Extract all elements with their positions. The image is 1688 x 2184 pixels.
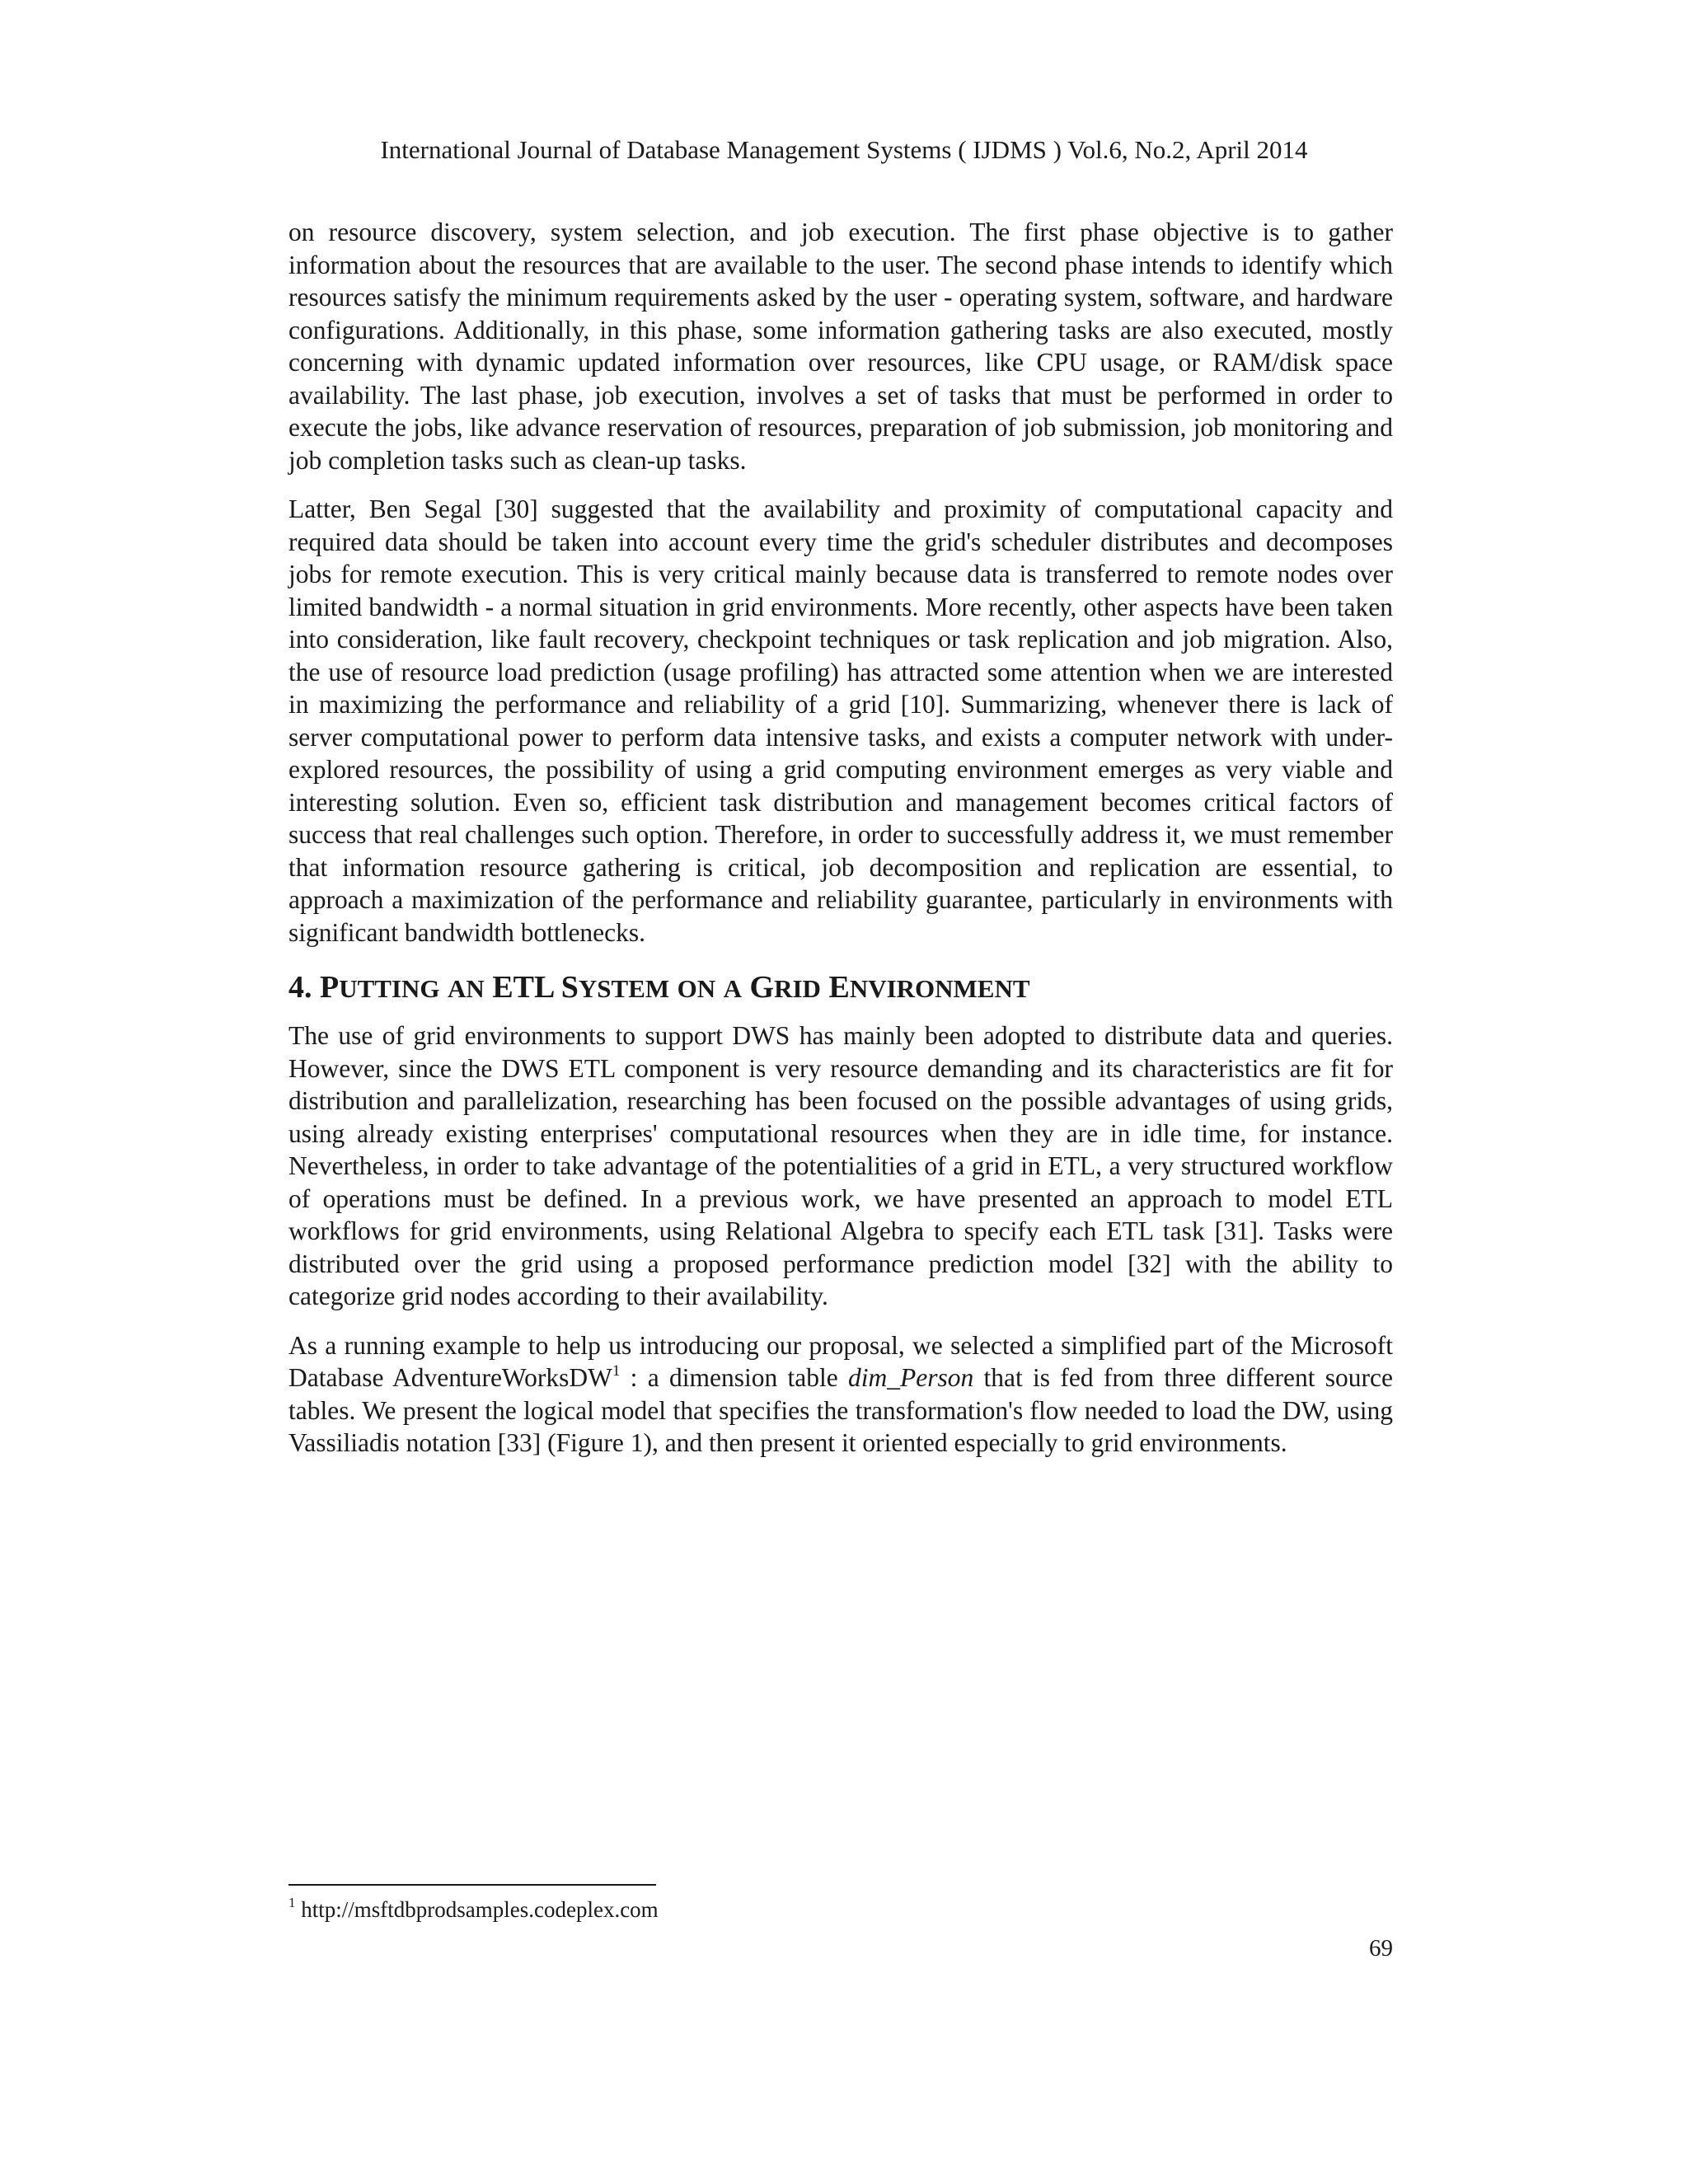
heading-word: ON <box>677 974 716 1003</box>
heading-word: AN <box>448 974 485 1003</box>
paragraph-resource-discovery: on resource discovery, system selection, and job execution. The first phase objective is to gather information about the resources that are available to the user. The second phase intends to identify which resources satisfy the minimum requirements asked by the user - operating system, software, and hardware configurations. Additionally, in this phase, some information gathering tasks are also executed, mostly concerning with dynamic updated information over resources, like CPU usage, or RAM/disk space availability. The last phase, job execution, involves a set of tasks that must be performed in order to execute the jobs, like advance reservation of resources, preparation of job submission, job monitoring and job completion tasks such as clean-up tasks. <box>288 218 1393 475</box>
paragraph-grid-etl: The use of grid environments to support DWS has mainly been adopted to distribute data and queries. However, since the DWS ETL component is very resource demanding and its characteristics are fit for distribution and parallelization, researching has been focused on the possible advantages of using grids, using already existing enterprises' computational resources when they are in idle time, for instance. Nevertheless, in order to take advantage of the potentialities of a grid in ETL, a very structured workflow of operations must be defined. In a previous work, we have presented an approach to model ETL workflows for grid environments, using Relational Algebra to specify each ETL task [31]. Tasks were distributed over the grid using a proposed performance prediction model [32] with the ability to categorize grid nodes according to their availability. <box>288 1021 1393 1310</box>
heading-word: A <box>723 974 743 1003</box>
paragraph-ben-segal: Latter, Ben Segal [30] suggested that the availability and proximity of computational capacity and required data should be taken into account every time the grid's scheduler distributes and decomposes jobs for remote execution. This is very critical mainly because data is transferred to remote nodes over limited bandwidth - a normal situation in grid environments. More recently, other aspects have been taken into consideration, like fault recovery, checkpoint techniques or task replication and job migration. Also, the use of resource load prediction (usage profiling) has attracted some attention when we are interested in maximizing the performance and reliability of a grid [10]. Summarizing, whenever there is lack of server computational power to perform data intensive tasks, and exists a computer network with under-explored resources, the possibility of using a grid computing environment emerges as very viable and interesting solution. Even so, efficient task distribution and management becomes critical factors of success that real challenges such option. Therefore, in order to successfully address it, we must remember that information resource gathering is critical, job decomposition and replication are essential, to approach a maximization of the performance and reliability guarantee, particularly in environments with significant bandwidth bottlenecks. <box>288 494 1393 947</box>
heading-word: SYSTEM <box>560 970 670 1005</box>
section-number: 4. <box>288 970 312 1005</box>
running-header: International Journal of Database Management Systems ( IJDMS ) Vol.6, No.2, April 2014 <box>380 135 1308 164</box>
footnote-link[interactable]: http://msftdbprodsamples.codeplex.com <box>301 1897 659 1922</box>
italic-term: dim_Person <box>848 1363 974 1392</box>
footnote-ref[interactable]: 1 <box>612 1362 621 1380</box>
footnote <box>288 1896 659 1924</box>
heading-word: ETL <box>492 970 554 1005</box>
page-number: 69 <box>1369 1935 1393 1961</box>
section-heading <box>288 968 1393 1008</box>
footnote-marker: 1 <box>288 1895 296 1910</box>
heading-word: ENVIRONMENT <box>828 970 1030 1005</box>
heading-word: GRID <box>749 970 821 1005</box>
heading-word: PUTTING <box>320 970 440 1005</box>
paragraph-running-example: As a running example to help us introducing our proposal, we selected a simplified part of the Microsoft Database AdventureWorksDW$^1$ : a dimension table dim_Person that is fed from three different source tables. We present the logical model that specifies the transformation's flow needed to load the DW, using Vassiliadis notation [33] (Figure 1), and then present it oriented especially to grid environments. <box>288 1330 1393 1457</box>
footnote-divider <box>288 1884 656 1886</box>
body-text <box>288 216 1393 1476</box>
